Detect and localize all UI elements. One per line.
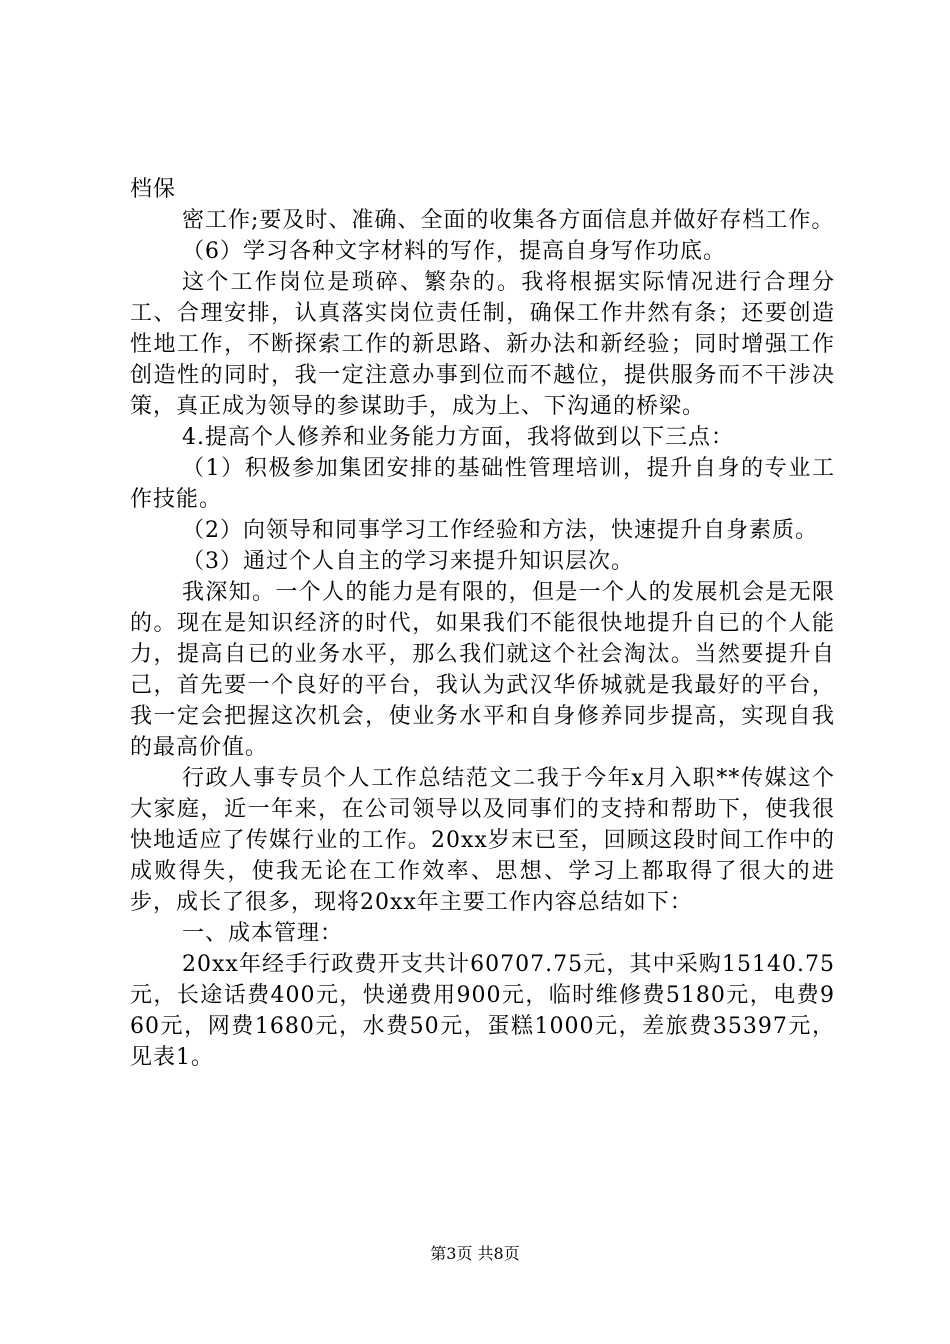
page-number-footer: 第3页 共8页 (430, 1244, 520, 1263)
paragraph-6: （1）积极参加集团安排的基础性管理培训，提升自身的专业工作技能。 (130, 456, 835, 512)
paragraph-7: （2）向领导和同事学习工作经验和方法，快速提升自身素质。 (182, 518, 818, 543)
paragraph-3: （6）学习各种文字材料的写作，提高自身写作功底。 (182, 239, 726, 264)
paragraph-9: 我深知。一个人的能力是有限的，但是一个人的发展机会是无限的。现在是知识经济的时代，如果我们不能很快地提升自已的个人能力，提高自已的业务水平，那么我们就这个社会淘汰。当然要提升自己，首先要一个良好的平台，我认为武汉华侨城就是我最好的平台，我一定会把握这次机会，使业务水平和自身修养同步提高，实现自我的最高价值。 (130, 580, 835, 760)
paragraph-11: 一、成本管理： (182, 921, 344, 946)
paragraph-4: 这个工作岗位是琐碎、繁杂的。我将根据实际情况进行合理分工、合理安排，认真落实岗位责任制，确保工作井然有条；还要创造性地工作，不断探索工作的新思路、新办法和新经验；同时增强工作创造性的同时，我一定注意办事到位而不越位，提供服务而不干涉决策，真正成为领导的参谋助手，成为上、下沟通的桥梁。 (130, 270, 835, 419)
paragraph-1: 档保 (130, 177, 177, 202)
paragraph-8: （3）通过个人自主的学习来提升知识层次。 (182, 549, 634, 574)
paragraph-2: 密工作;要及时、准确、全面的收集各方面信息并做好存档工作。 (182, 208, 835, 233)
document-body (130, 174, 835, 1073)
paragraph-12: 20xx年经手行政费开支共计60707.75元，其中采购15140.75元，长途话费400元，快递费用900元，临时维修费5180元，电费960元，网费1680元，水费50元，蛋糕1000元，差旅费35397元，见表1。 (130, 952, 835, 1070)
paragraph-10: 行政人事专员个人工作总结范文二我于今年x月入职**传媒这个大家庭，近一年来，在公司领导以及同事们的支持和帮助下，使我很快地适应了传媒行业的工作。20xx岁末已至，回顾这段时间工作中的成败得失，使我无论在工作效率、思想、学习上都取得了很大的进步，成长了很多，现将20xx年主要工作内容总结如下： (130, 766, 835, 915)
paragraph-5: 4.提高个人修养和业务能力方面，我将做到以下三点： (182, 425, 734, 450)
